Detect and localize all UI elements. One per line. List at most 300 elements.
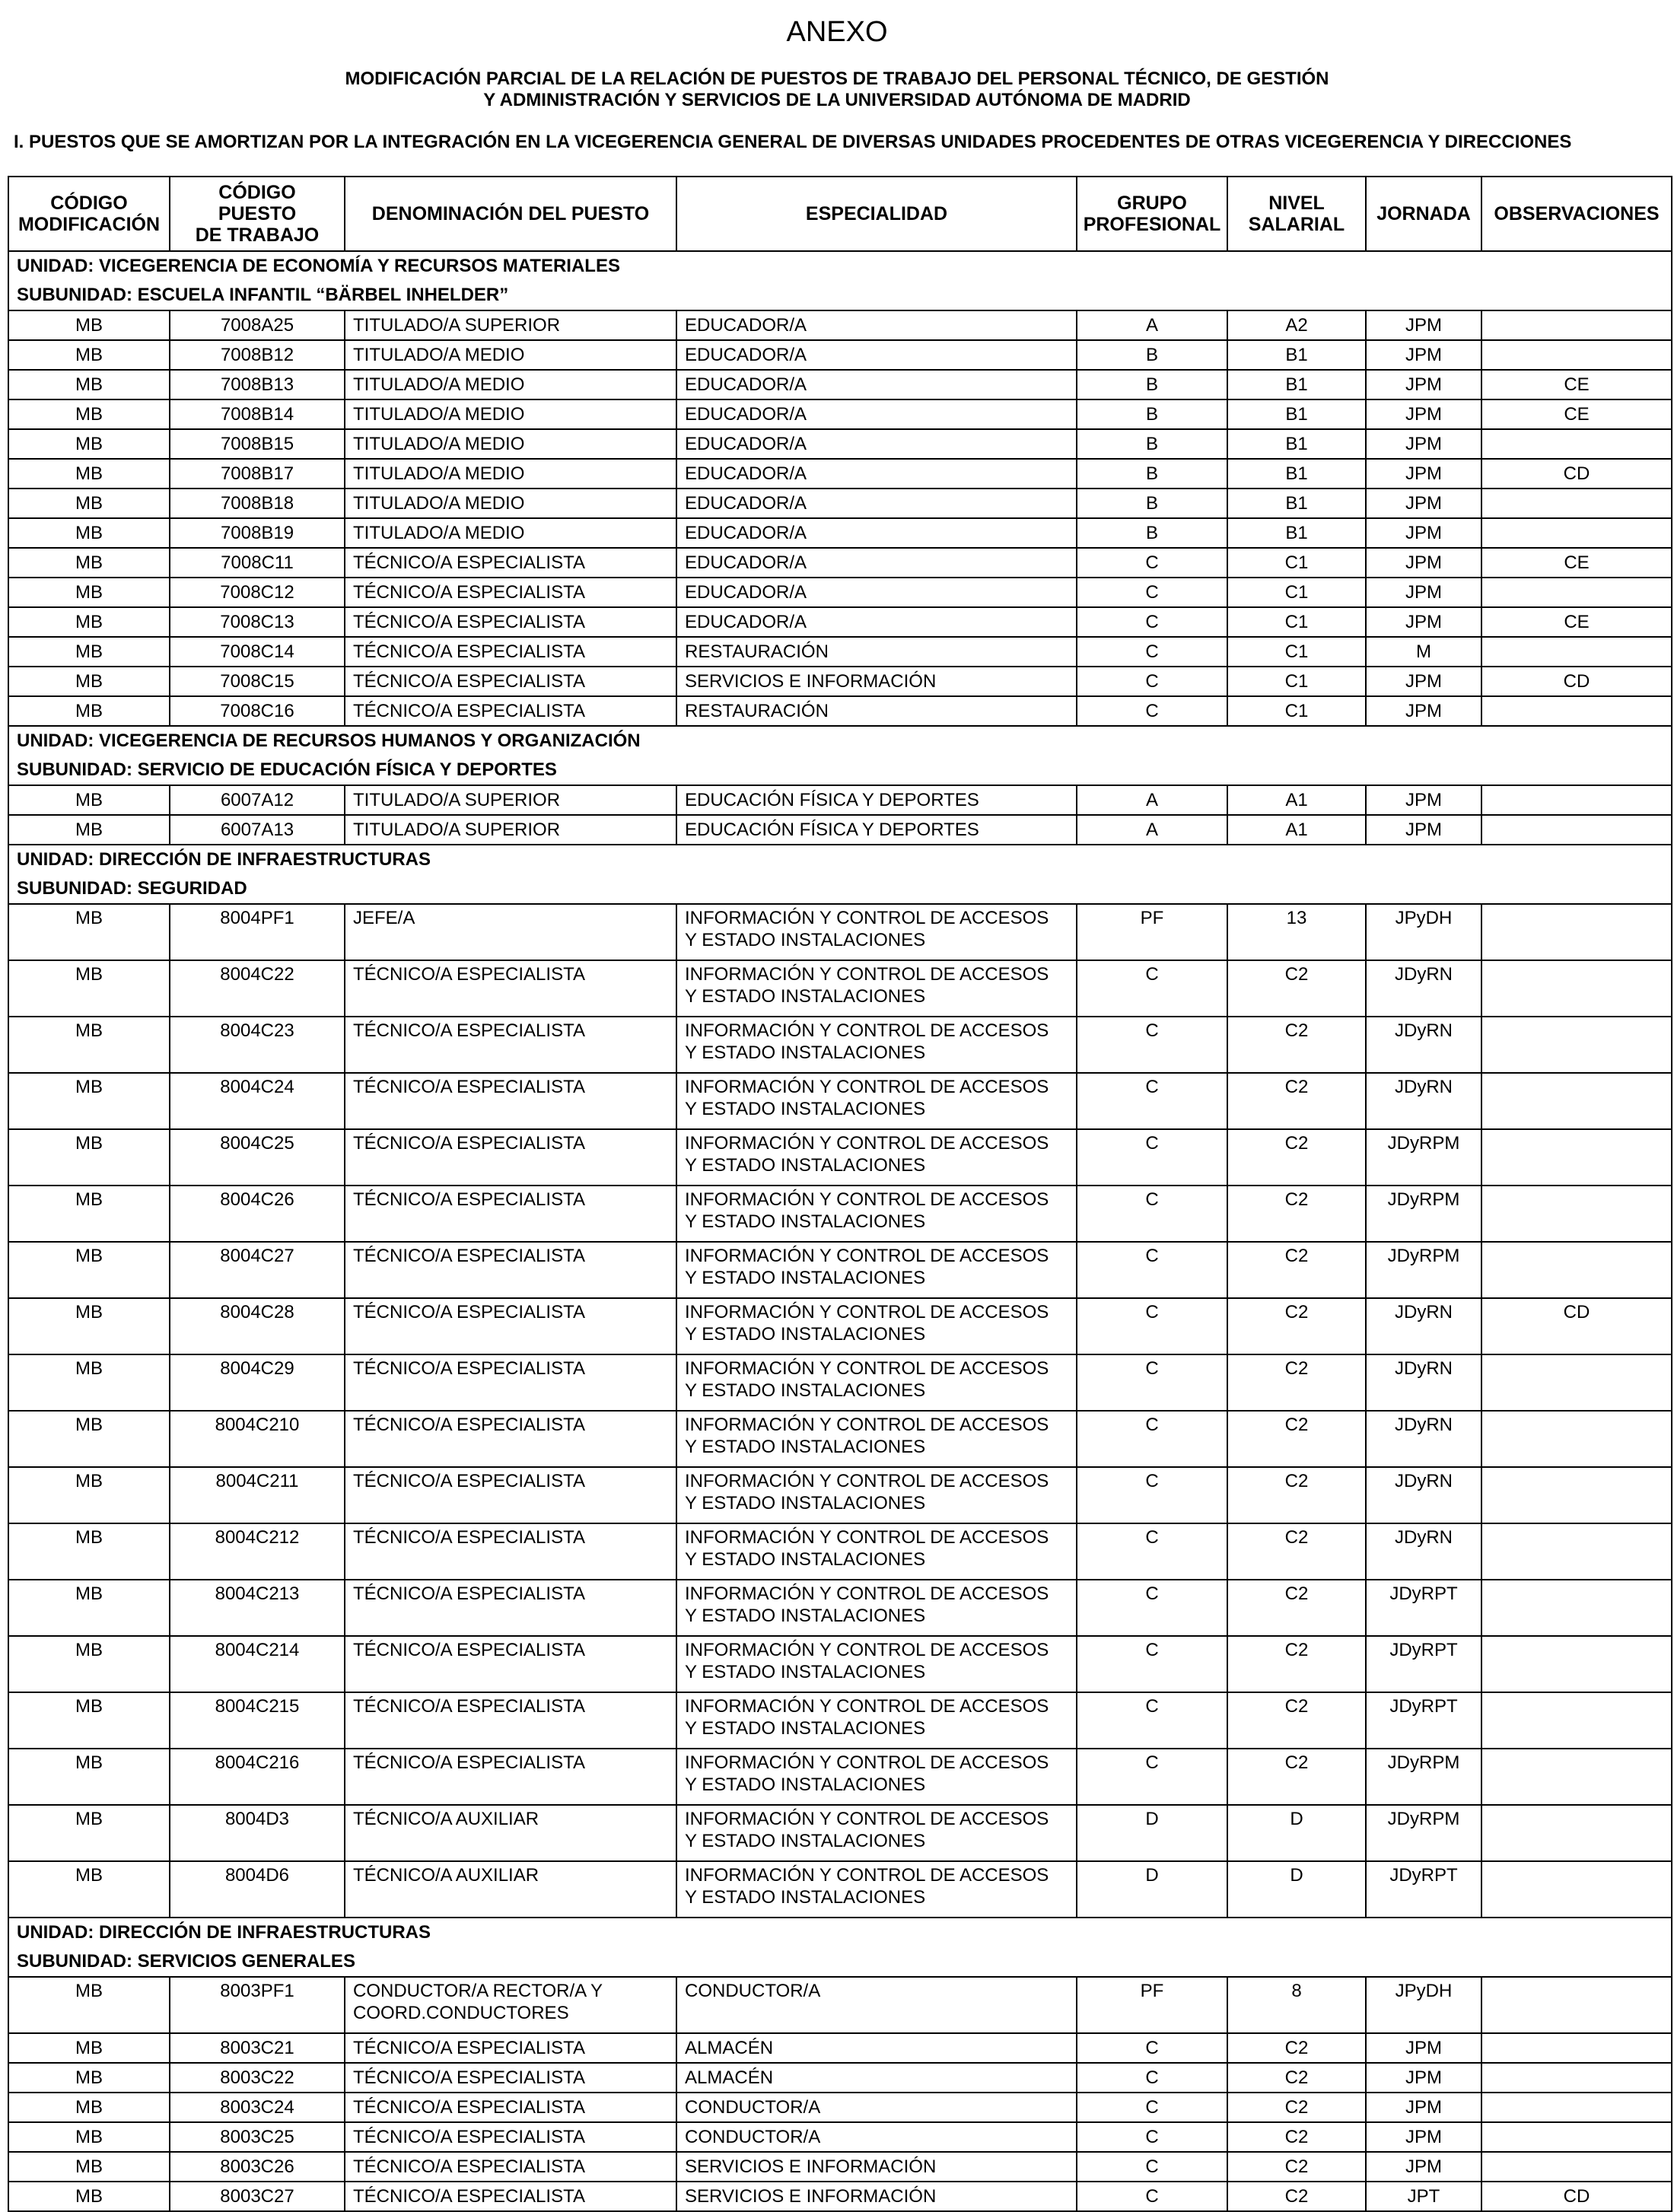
cell-codigo-puesto: 8004C29 [170,1354,345,1411]
cell-observaciones: CE [1481,607,1672,637]
cell-codigo-puesto: 7008A25 [170,310,345,340]
cell-grupo: C [1077,1186,1227,1242]
cell-especialidad [676,2063,1077,2093]
cell-line: INFORMACIÓN Y CONTROL DE ACCESOS [685,1133,1049,1154]
cell-line: TITULADO/A MEDIO [353,344,525,365]
cell-line: CONDUCTOR/A RECTOR/A Y [353,1981,603,2001]
header-grupo-profesional: GRUPO PROFESIONAL [1077,177,1227,251]
cell-denominacion [345,429,676,459]
cell-line: Y ESTADO INSTALACIONES [685,1774,926,1795]
cell-nivel: B1 [1227,370,1366,399]
cell-line: TÉCNICO/A ESPECIALISTA [353,2037,585,2058]
cell-observaciones [1481,518,1672,548]
cell-jornada: JDyRN [1366,1467,1481,1523]
subunit-heading-label: SUBUNIDAD: SEGURIDAD [8,874,1672,904]
cell-line: TÉCNICO/A ESPECIALISTA [353,2156,585,2177]
table-row [8,960,1672,1017]
cell-codigo-puesto: 8004D3 [170,1805,345,1861]
unit-heading-label: UNIDAD: DIRECCIÓN DE INFRAESTRUCTURAS [8,845,1672,874]
cell-line: INFORMACIÓN Y CONTROL DE ACCESOS [685,1358,1049,1379]
cell-codigo-puesto: 7008B18 [170,489,345,518]
cell-jornada: JDyRPM [1366,1186,1481,1242]
cell-denominacion [345,2033,676,2063]
cell-denominacion [345,1977,676,2033]
cell-line: Y ESTADO INSTALACIONES [685,1662,926,1682]
cell-jornada: JPM [1366,459,1481,489]
header-codigo-puesto: CÓDIGO PUESTO DE TRABAJO [170,177,345,251]
cell-codigo-puesto: 7008B17 [170,459,345,489]
header-jornada: JORNADA [1366,177,1481,251]
cell-observaciones [1481,310,1672,340]
cell-observaciones: CD [1481,667,1672,696]
cell-line: Y ESTADO INSTALACIONES [685,1437,926,1457]
cell-observaciones [1481,696,1672,726]
cell-codigo-puesto: 7008C13 [170,607,345,637]
cell-denominacion [345,696,676,726]
cell-denominacion [345,815,676,845]
cell-codigo-puesto: 8004C213 [170,1580,345,1636]
cell-jornada: JDyRPM [1366,1749,1481,1805]
cell-jornada: JDyRN [1366,960,1481,1017]
cell-codigo-puesto: 7008B15 [170,429,345,459]
cell-especialidad [676,2152,1077,2182]
cell-jornada: JDyRPT [1366,1636,1481,1692]
cell-codigo-modificacion: MB [8,1073,170,1129]
cell-line: TÉCNICO/A ESPECIALISTA [353,1415,585,1435]
cell-nivel: C1 [1227,578,1366,607]
cell-line: TÉCNICO/A ESPECIALISTA [353,1246,585,1266]
cell-jornada: JDyRPM [1366,1129,1481,1186]
cell-line: TÉCNICO/A ESPECIALISTA [353,552,585,573]
cell-codigo-puesto: 8003C21 [170,2033,345,2063]
cell-line: COORD.CONDUCTORES [353,2003,569,2023]
cell-nivel: C1 [1227,548,1366,578]
cell-nivel: C2 [1227,1298,1366,1354]
cell-denominacion [345,1692,676,1749]
cell-codigo-puesto: 7008B12 [170,340,345,370]
cell-grupo: A [1077,815,1227,845]
cell-line: SERVICIOS E INFORMACIÓN [685,670,937,692]
cell-observaciones [1481,429,1672,459]
cell-jornada: JPM [1366,340,1481,370]
cell-codigo-puesto: 8004C27 [170,1242,345,1298]
cell-line: EDUCADOR/A [685,433,807,454]
cell-codigo-modificacion: MB [8,815,170,845]
table-row [8,2063,1672,2093]
cell-denominacion [345,578,676,607]
cell-especialidad [676,2093,1077,2122]
cell-jornada: JPM [1366,607,1481,637]
cell-line: RESTAURACIÓN [685,700,829,721]
cell-codigo-puesto: 8004C25 [170,1129,345,1186]
cell-codigo-puesto: 8004D6 [170,1861,345,1918]
cell-codigo-modificacion: MB [8,1749,170,1805]
cell-jornada: JPM [1366,370,1481,399]
cell-nivel: A2 [1227,310,1366,340]
cell-codigo-puesto: 7008C14 [170,637,345,667]
cell-codigo-puesto: 8003C22 [170,2063,345,2093]
cell-jornada: JPyDH [1366,904,1481,960]
cell-codigo-puesto: 8004C212 [170,1523,345,1580]
cell-grupo: C [1077,1242,1227,1298]
cell-line: EDUCADOR/A [685,552,807,573]
cell-denominacion [345,1073,676,1129]
cell-denominacion [345,1467,676,1523]
cell-line: EDUCADOR/A [685,522,807,543]
cell-codigo-modificacion: MB [8,310,170,340]
cell-nivel: C1 [1227,637,1366,667]
cell-denominacion [345,1636,676,1692]
cell-grupo: C [1077,1467,1227,1523]
cell-codigo-puesto: 8004C216 [170,1749,345,1805]
cell-observaciones [1481,1242,1672,1298]
cell-line: TÉCNICO/A ESPECIALISTA [353,1696,585,1717]
cell-especialidad [676,607,1077,637]
cell-observaciones [1481,785,1672,815]
table-row [8,1298,1672,1354]
table-row [8,1977,1672,2033]
table-row [8,459,1672,489]
cell-codigo-modificacion: MB [8,1186,170,1242]
subunit-heading-label: SUBUNIDAD: ESCUELA INFANTIL “BÄRBEL INHELDER” [8,281,1672,310]
cell-observaciones [1481,1861,1672,1918]
table-header-row [8,177,1672,251]
cell-observaciones [1481,1692,1672,1749]
cell-observaciones [1481,489,1672,518]
subunit-heading-label: SUBUNIDAD: SERVICIO DE EDUCACIÓN FÍSICA Y DEPORTES [8,756,1672,785]
cell-grupo: B [1077,370,1227,399]
cell-jornada: JPM [1366,2033,1481,2063]
header-observaciones: OBSERVACIONES [1481,177,1672,251]
cell-codigo-puesto: 8003PF1 [170,1977,345,2033]
cell-observaciones: CD [1481,459,1672,489]
cell-jornada: JPM [1366,518,1481,548]
cell-codigo-puesto: 8004C23 [170,1017,345,1073]
cell-codigo-modificacion: MB [8,667,170,696]
cell-jornada: JPM [1366,310,1481,340]
cell-denominacion [345,370,676,399]
cell-nivel: C1 [1227,667,1366,696]
cell-especialidad [676,1129,1077,1186]
cell-line: INFORMACIÓN Y CONTROL DE ACCESOS [685,1077,1049,1097]
cell-jornada: JDyRN [1366,1411,1481,1467]
cell-grupo: C [1077,1523,1227,1580]
cell-grupo: C [1077,637,1227,667]
cell-observaciones: CE [1481,399,1672,429]
cell-codigo-puesto: 6007A13 [170,815,345,845]
header-codigo-modificacion: CÓDIGO MODIFICACIÓN [8,177,170,251]
cell-jornada: JPM [1366,429,1481,459]
cell-jornada: JPM [1366,2063,1481,2093]
cell-line: Y ESTADO INSTALACIONES [685,1042,926,1063]
cell-especialidad [676,1073,1077,1129]
cell-grupo: C [1077,1298,1227,1354]
cell-especialidad [676,904,1077,960]
table-row [8,1749,1672,1805]
cell-codigo-modificacion: MB [8,489,170,518]
cell-jornada: JPM [1366,489,1481,518]
table-row [8,1017,1672,1073]
cell-line: TÉCNICO/A ESPECIALISTA [353,1077,585,1097]
cell-line: SERVICIOS E INFORMACIÓN [685,2185,937,2207]
cell-codigo-modificacion: MB [8,1467,170,1523]
cell-observaciones [1481,1580,1672,1636]
cell-line: INFORMACIÓN Y CONTROL DE ACCESOS [685,1471,1049,1491]
cell-especialidad [676,370,1077,399]
cell-codigo-modificacion: MB [8,960,170,1017]
cell-codigo-modificacion: MB [8,1580,170,1636]
cell-grupo: C [1077,1692,1227,1749]
cell-jornada: JDyRN [1366,1523,1481,1580]
cell-grupo: C [1077,2033,1227,2063]
cell-line: TÉCNICO/A AUXILIAR [353,1865,539,1886]
cell-codigo-puesto: 7008C12 [170,578,345,607]
cell-line: CONDUCTOR/A [685,1981,821,2001]
cell-grupo: C [1077,607,1227,637]
document-title: ANEXO [786,16,888,48]
cell-line: INFORMACIÓN Y CONTROL DE ACCESOS [685,1189,1049,1210]
cell-denominacion [345,459,676,489]
cell-codigo-modificacion: MB [8,1354,170,1411]
cell-grupo: C [1077,1749,1227,1805]
table-row [8,1242,1672,1298]
cell-codigo-puesto: 8004C26 [170,1186,345,1242]
cell-denominacion [345,785,676,815]
header-especialidad: ESPECIALIDAD [676,177,1077,251]
cell-codigo-modificacion: MB [8,1805,170,1861]
subtitle-line-2: Y ADMINISTRACIÓN Y SERVICIOS DE LA UNIVERSIDAD AUTÓNOMA DE MADRID [483,90,1191,110]
cell-grupo: C [1077,1017,1227,1073]
cell-jornada: JDyRPM [1366,1805,1481,1861]
cell-codigo-puesto: 8004C210 [170,1411,345,1467]
cell-denominacion [345,1805,676,1861]
cell-codigo-puesto: 7008B14 [170,399,345,429]
cell-line: TÉCNICO/A ESPECIALISTA [353,1471,585,1491]
cell-line: TITULADO/A MEDIO [353,403,525,425]
cell-line: Y ESTADO INSTALACIONES [685,986,926,1007]
cell-line: TITULADO/A MEDIO [353,463,525,484]
cell-observaciones [1481,2122,1672,2152]
cell-denominacion [345,1749,676,1805]
cell-observaciones: CD [1481,2182,1672,2211]
cell-especialidad [676,1580,1077,1636]
table-row [8,429,1672,459]
cell-especialidad [676,1467,1077,1523]
cell-codigo-puesto: 8004C211 [170,1467,345,1523]
table-row [8,1692,1672,1749]
document-subtitle [0,68,1674,111]
cell-codigo-puesto: 7008C11 [170,548,345,578]
table-row [8,1523,1672,1580]
cell-codigo-modificacion: MB [8,1977,170,2033]
cell-codigo-modificacion: MB [8,2152,170,2182]
cell-jornada: JPM [1366,815,1481,845]
cell-grupo: C [1077,2122,1227,2152]
cell-line: Y ESTADO INSTALACIONES [685,1606,926,1626]
subunit-heading [8,874,1672,904]
cell-line: INFORMACIÓN Y CONTROL DE ACCESOS [685,1640,1049,1660]
cell-observaciones: CE [1481,548,1672,578]
cell-nivel: C2 [1227,1580,1366,1636]
cell-especialidad [676,1411,1077,1467]
cell-grupo: C [1077,1411,1227,1467]
cell-line: TITULADO/A SUPERIOR [353,314,561,336]
cell-line: EDUCADOR/A [685,374,807,395]
table-row [8,607,1672,637]
cell-codigo-modificacion: MB [8,1242,170,1298]
cell-especialidad [676,429,1077,459]
table-row [8,518,1672,548]
cell-line: EDUCADOR/A [685,314,807,336]
cell-especialidad [676,960,1077,1017]
cell-nivel: B1 [1227,399,1366,429]
cell-codigo-puesto: 8004C214 [170,1636,345,1692]
positions-table [8,176,1672,2212]
table-row [8,310,1672,340]
cell-denominacion [345,1523,676,1580]
cell-especialidad [676,518,1077,548]
cell-grupo: C [1077,1580,1227,1636]
cell-codigo-modificacion: MB [8,1861,170,1918]
cell-nivel: 13 [1227,904,1366,960]
cell-denominacion [345,667,676,696]
cell-line: INFORMACIÓN Y CONTROL DE ACCESOS [685,1583,1049,1604]
cell-nivel: 8 [1227,1977,1366,2033]
cell-codigo-modificacion: MB [8,607,170,637]
cell-line: Y ESTADO INSTALACIONES [685,1099,926,1119]
cell-grupo: B [1077,429,1227,459]
cell-observaciones: CD [1481,1298,1672,1354]
cell-nivel: C2 [1227,1467,1366,1523]
subunit-heading [8,756,1672,785]
cell-line: EDUCACIÓN FÍSICA Y DEPORTES [685,789,979,810]
cell-especialidad [676,1017,1077,1073]
cell-line: TÉCNICO/A ESPECIALISTA [353,1752,585,1773]
cell-observaciones [1481,1805,1672,1861]
cell-codigo-modificacion: MB [8,637,170,667]
cell-denominacion [345,960,676,1017]
cell-grupo: C [1077,2063,1227,2093]
subunit-heading [8,1947,1672,1977]
cell-line: INFORMACIÓN Y CONTROL DE ACCESOS [685,964,1049,985]
cell-especialidad [676,489,1077,518]
cell-nivel: A1 [1227,785,1366,815]
table-row [8,489,1672,518]
cell-codigo-puesto: 8004C28 [170,1298,345,1354]
cell-observaciones [1481,2033,1672,2063]
cell-line: EDUCACIÓN FÍSICA Y DEPORTES [685,819,979,840]
cell-codigo-puesto: 8004C215 [170,1692,345,1749]
cell-observaciones [1481,1129,1672,1186]
cell-line: TÉCNICO/A ESPECIALISTA [353,700,585,721]
cell-especialidad [676,785,1077,815]
cell-line: INFORMACIÓN Y CONTROL DE ACCESOS [685,1865,1049,1886]
cell-line: TÉCNICO/A ESPECIALISTA [353,1527,585,1548]
cell-line: INFORMACIÓN Y CONTROL DE ACCESOS [685,1020,1049,1041]
cell-line: EDUCADOR/A [685,463,807,484]
cell-nivel: B1 [1227,518,1366,548]
cell-denominacion [345,2063,676,2093]
cell-codigo-modificacion: MB [8,2182,170,2211]
cell-jornada: JPM [1366,785,1481,815]
cell-denominacion [345,1354,676,1411]
table-row [8,637,1672,667]
cell-especialidad [676,459,1077,489]
cell-observaciones [1481,1073,1672,1129]
cell-denominacion [345,310,676,340]
cell-line: ALMACÉN [685,2037,774,2058]
cell-jornada: JPM [1366,667,1481,696]
cell-jornada: JPM [1366,548,1481,578]
cell-codigo-modificacion: MB [8,785,170,815]
cell-line: Y ESTADO INSTALACIONES [685,1549,926,1570]
cell-codigo-modificacion: MB [8,2063,170,2093]
cell-line: TITULADO/A MEDIO [353,492,525,514]
cell-jornada: JDyRPT [1366,1861,1481,1918]
table-row [8,1411,1672,1467]
cell-codigo-modificacion: MB [8,429,170,459]
cell-line: ALMACÉN [685,2067,774,2088]
cell-jornada: JPM [1366,2093,1481,2122]
cell-jornada: JPyDH [1366,1977,1481,2033]
cell-grupo: D [1077,1805,1227,1861]
cell-codigo-modificacion: MB [8,459,170,489]
table-row [8,548,1672,578]
cell-line: EDUCADOR/A [685,344,807,365]
cell-codigo-puesto: 7008C15 [170,667,345,696]
cell-codigo-modificacion: MB [8,518,170,548]
cell-jornada: JDyRN [1366,1354,1481,1411]
cell-observaciones [1481,2063,1672,2093]
cell-line: INFORMACIÓN Y CONTROL DE ACCESOS [685,1246,1049,1266]
subunit-heading [8,281,1672,310]
cell-denominacion [345,489,676,518]
cell-line: TÉCNICO/A ESPECIALISTA [353,2185,585,2207]
header-nivel-salarial: NIVEL SALARIAL [1227,177,1366,251]
cell-line: TÉCNICO/A ESPECIALISTA [353,1302,585,1322]
table-body [8,251,1672,2211]
table-row [8,1861,1672,1918]
cell-jornada: JDyRPT [1366,1692,1481,1749]
unit-heading [8,845,1672,874]
cell-nivel: C2 [1227,960,1366,1017]
cell-line: TÉCNICO/A ESPECIALISTA [353,581,585,603]
cell-line: INFORMACIÓN Y CONTROL DE ACCESOS [685,1527,1049,1548]
cell-line: EDUCADOR/A [685,492,807,514]
cell-nivel: C2 [1227,2033,1366,2063]
cell-grupo: A [1077,785,1227,815]
cell-denominacion [345,548,676,578]
unit-heading-label: UNIDAD: VICEGERENCIA DE RECURSOS HUMANOS Y ORGANIZACIÓN [8,726,1672,756]
cell-line: Y ESTADO INSTALACIONES [685,930,926,950]
cell-especialidad [676,667,1077,696]
unit-heading-label: UNIDAD: DIRECCIÓN DE INFRAESTRUCTURAS [8,1918,1672,1947]
cell-especialidad [676,2122,1077,2152]
cell-codigo-puesto: 8004C22 [170,960,345,1017]
cell-grupo: C [1077,696,1227,726]
cell-line: TÉCNICO/A ESPECIALISTA [353,1189,585,1210]
cell-grupo: B [1077,518,1227,548]
cell-observaciones: CE [1481,370,1672,399]
cell-nivel: C2 [1227,1242,1366,1298]
cell-nivel: C2 [1227,1749,1366,1805]
cell-jornada: JPT [1366,2182,1481,2211]
cell-line: JEFE/A [353,908,415,928]
cell-codigo-puesto: 8004C24 [170,1073,345,1129]
cell-observaciones [1481,2152,1672,2182]
table-row [8,370,1672,399]
cell-line: TÉCNICO/A ESPECIALISTA [353,1640,585,1660]
